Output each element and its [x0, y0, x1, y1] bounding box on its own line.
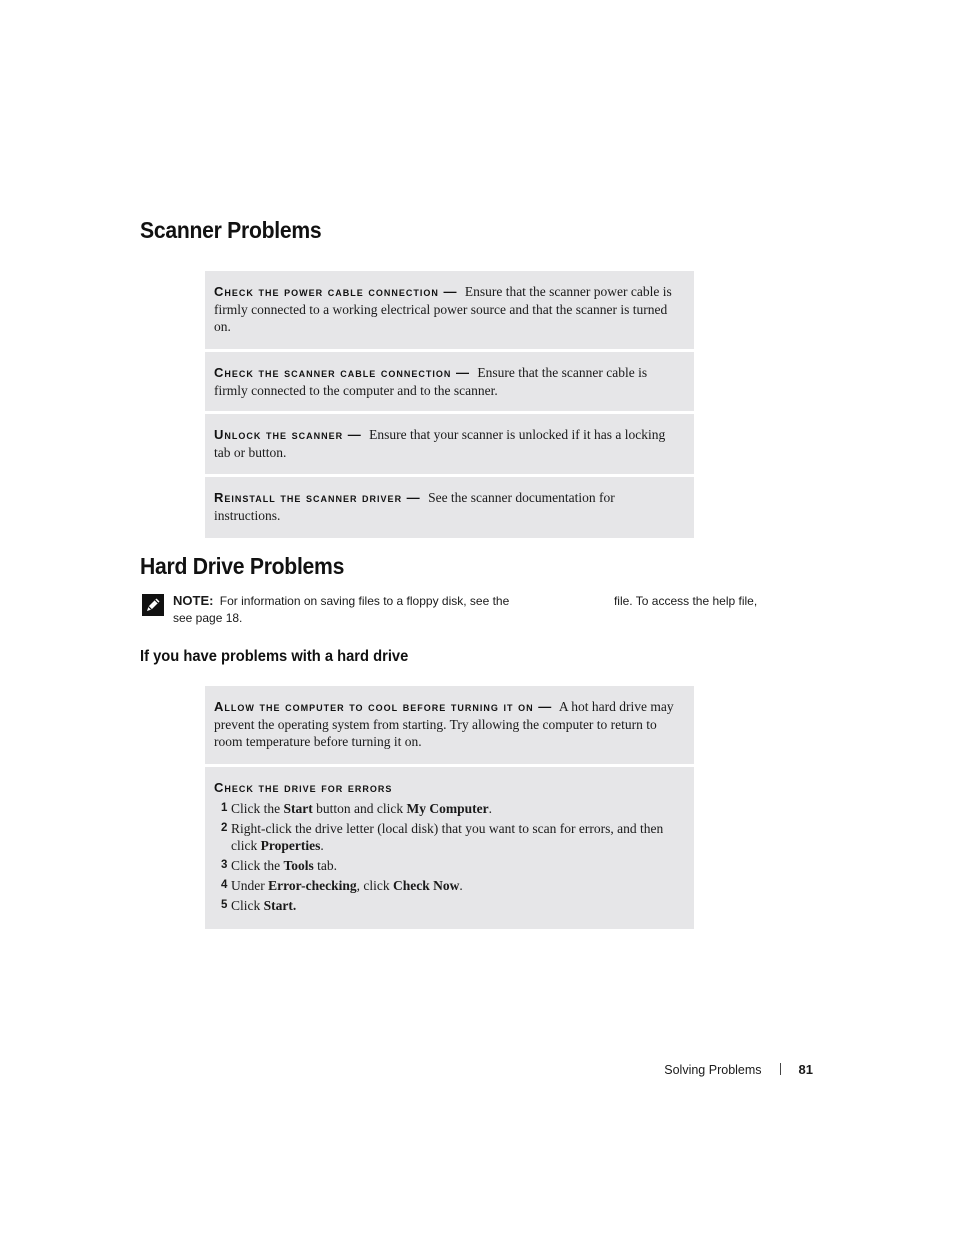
step-text: button and click: [312, 800, 407, 816]
item-text: See the scanner documentation for instructions.: [214, 490, 615, 523]
scanner-item-scanner-cable: [205, 352, 694, 411]
item-lead: Allow the computer to cool before turning it on —: [214, 699, 553, 714]
step-bold: Start: [283, 800, 313, 816]
footer-divider: [780, 1063, 781, 1075]
scanner-problems-title: Scanner Problems: [140, 217, 322, 243]
footer-section-name: Solving Problems: [664, 1063, 762, 1077]
step-number: 2: [221, 821, 228, 834]
step-bold: Tools: [283, 858, 314, 873]
step-item: [214, 820, 682, 855]
pencil-note-icon: [142, 594, 164, 616]
item-lead: Reinstall the scanner driver —: [214, 490, 421, 505]
check-steps: [214, 800, 682, 915]
step-item: [214, 877, 682, 895]
step-text: Click the: [231, 858, 284, 873]
step-number: 4: [221, 879, 228, 891]
note-label: NOTE:: [173, 593, 214, 608]
step-text: Click the: [231, 800, 284, 816]
item-lead: Check the scanner cable connection —: [214, 365, 470, 380]
hard-drive-subtitle: If you have problems with a hard drive: [140, 648, 409, 665]
step-bold: Start.: [263, 898, 297, 913]
step-bold: My Computer: [406, 800, 489, 816]
item-text: Ensure that the scanner cable is firmly connected to the computer and to the scanner.: [214, 365, 648, 398]
step-text: , click: [356, 878, 393, 893]
item-lead: Unlock the scanner —: [214, 427, 362, 442]
hard-drive-problems-title: Hard Drive Problems: [140, 553, 345, 579]
note-text: [173, 592, 758, 627]
scanner-item-unlock: [205, 414, 694, 474]
page-footer: [664, 1062, 813, 1077]
note-text-before: For information on saving files to a floppy disk, see the: [219, 594, 510, 608]
step-bold: Properties: [260, 838, 321, 853]
step-text: tab.: [313, 858, 338, 873]
hdd-item-cool: [205, 686, 694, 764]
step-item: [214, 897, 682, 915]
step-bold: Check Now: [392, 878, 460, 893]
step-item: [214, 857, 682, 875]
item-text: Ensure that your scanner is unlocked if it has a locking tab or button.: [214, 427, 666, 460]
step-text: .: [320, 838, 324, 853]
item-text: A hot hard drive may prevent the operating system from starting. Try allowing the computer to return to room temperature before turning it on.: [214, 699, 674, 749]
step-text: .: [488, 800, 492, 816]
step-number: 5: [221, 899, 228, 911]
item-lead: Check the drive for errors: [214, 780, 393, 795]
scanner-item-power-cable: [205, 271, 694, 349]
step-text: Right-click the drive letter (local disk) that you want to scan for errors, and then click: [231, 820, 664, 853]
step-item: [214, 800, 682, 818]
step-bold: Error-checking: [268, 878, 357, 893]
step-number: 3: [221, 859, 228, 871]
step-text: Under: [231, 878, 269, 893]
step-text: Click: [231, 898, 264, 913]
scanner-item-reinstall-driver: [205, 477, 694, 538]
step-text: .: [459, 878, 463, 893]
step-number: 1: [221, 801, 228, 814]
note-text-after: file. To access the help file, see page 18.: [173, 594, 758, 625]
item-lead: Check the power cable connection —: [214, 284, 458, 299]
page-number: 81: [798, 1062, 813, 1077]
hdd-item-check-errors: [205, 767, 694, 929]
item-text: Ensure that the scanner power cable is firmly connected to a working electrical power source and that the scanner is turned on.: [214, 284, 672, 334]
